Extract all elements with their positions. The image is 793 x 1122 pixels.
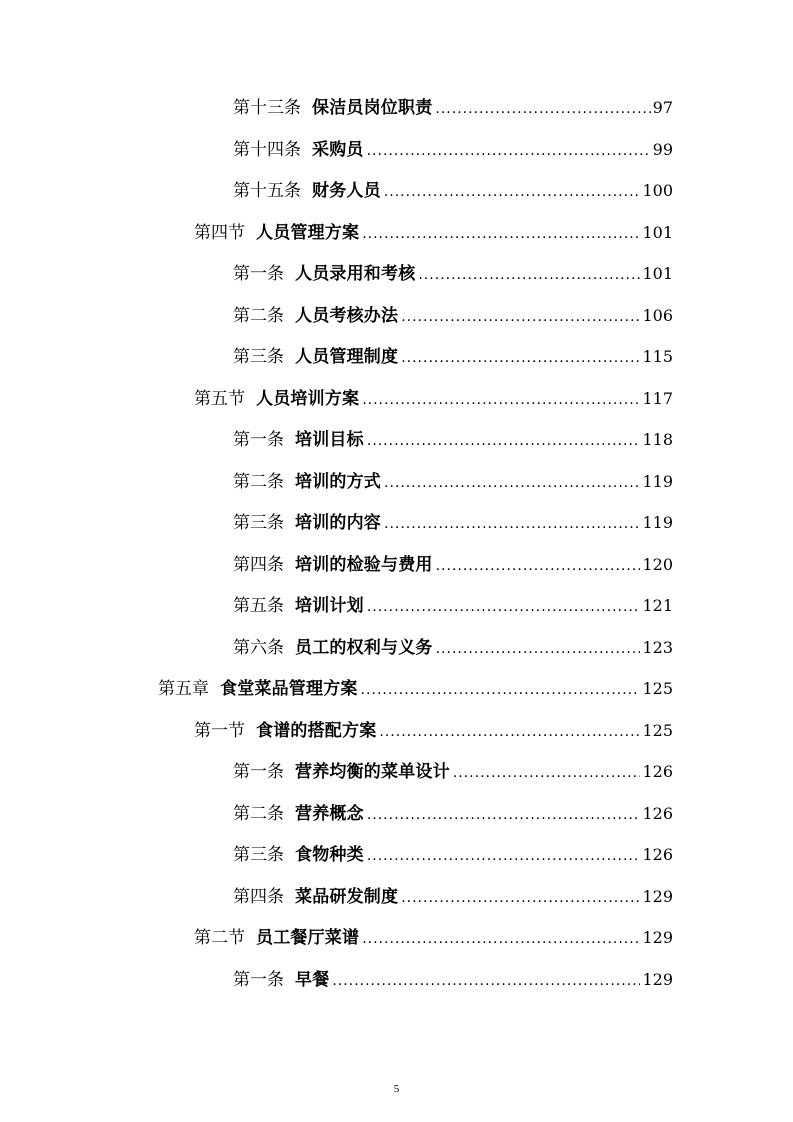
dot-leader [401,888,640,908]
toc-entry-title: 员工餐厅菜谱 [256,928,360,949]
toc-entry-number: 第二条 [233,471,284,492]
toc-entry-page: 125 [642,720,673,740]
toc-entry-article[interactable] [0,130,793,172]
toc-entry-line [233,430,673,451]
toc-entry-line [233,140,673,161]
toc-entry-title: 食物种类 [295,845,364,866]
dot-leader [362,390,640,410]
toc-entry-title: 人员考核办法 [295,305,399,326]
toc-entry-title: 员工的权利与义务 [295,637,433,658]
toc-entry-page: 97 [652,98,673,118]
toc-entry-title: 培训的内容 [295,513,381,534]
toc-entry-article[interactable] [0,960,793,1002]
toc-entry-title: 培训计划 [295,596,364,617]
dot-leader [453,763,641,783]
toc-entry-line [233,347,673,368]
toc-entry-line [194,928,673,949]
toc-entry-number: 第五条 [233,596,284,617]
toc-entry-line [233,555,673,576]
toc-entry-article[interactable] [0,752,793,794]
dot-leader [435,99,650,119]
toc-entry-section[interactable] [0,213,793,255]
toc-entry-title: 食谱的搭配方案 [256,720,377,741]
toc-entry-page: 129 [642,969,673,989]
toc-entry-page: 123 [642,637,673,657]
toc-entry-line [233,264,673,285]
toc-entry-title: 人员录用和考核 [295,264,416,285]
toc-entry-number: 第四条 [233,554,284,575]
toc-entry-section[interactable] [0,918,793,960]
toc-entry-article[interactable] [0,794,793,836]
toc-entry-title: 早餐 [295,969,330,990]
toc-entry-line [233,970,673,991]
toc-entry-line [233,513,673,534]
toc-entry-number: 第一节 [194,720,245,741]
toc-entry-title: 人员管理制度 [295,347,399,368]
dot-leader [436,639,641,659]
dot-leader [384,514,640,534]
table-of-contents [0,88,793,1001]
dot-leader [367,846,641,866]
toc-entry-line [233,596,673,617]
toc-entry-number: 第十三条 [233,98,301,119]
toc-entry-article[interactable] [0,420,793,462]
toc-entry-title: 保洁员岗位职责 [312,98,433,119]
toc-entry-line [233,472,673,493]
dot-leader [379,722,640,742]
toc-entry-title: 采购员 [312,139,364,160]
dot-leader [362,224,640,244]
dot-leader [362,929,640,949]
toc-entry-number: 第一条 [233,762,284,783]
toc-entry-article[interactable] [0,296,793,338]
toc-entry-article[interactable] [0,503,793,545]
toc-entry-line [233,181,673,202]
toc-entry-page: 117 [642,388,673,408]
dot-leader [367,431,641,451]
toc-entry-number: 第三条 [233,845,284,866]
toc-entry-page: 99 [652,139,673,159]
toc-entry-page: 129 [642,928,673,948]
toc-entry-page: 115 [642,347,673,367]
dot-leader [436,556,641,576]
toc-entry-page: 129 [642,886,673,906]
toc-entry-title: 培训的方式 [295,471,381,492]
toc-entry-article[interactable] [0,586,793,628]
toc-entry-article[interactable] [0,545,793,587]
toc-entry-page: 100 [642,181,673,201]
toc-entry-line [233,887,673,908]
toc-entry-line [233,804,673,825]
dot-leader [332,971,640,991]
toc-entry-page: 126 [642,762,673,782]
dot-leader [418,265,640,285]
toc-entry-title: 营养概念 [295,803,364,824]
toc-entry-page: 118 [642,430,673,450]
toc-entry-page: 120 [642,554,673,574]
toc-entry-title: 人员管理方案 [256,222,360,243]
dot-leader [367,805,641,825]
toc-entry-page: 119 [642,513,673,533]
dot-leader [367,141,651,161]
toc-entry-title: 培训目标 [295,430,364,451]
toc-entry-line [233,845,673,866]
toc-entry-section[interactable] [0,711,793,753]
toc-entry-line [233,762,673,783]
toc-entry-article[interactable] [0,337,793,379]
toc-entry-number: 第十四条 [233,139,301,160]
toc-entry-page: 126 [642,803,673,823]
toc-entry-line [233,98,673,119]
toc-entry-page: 101 [642,222,673,242]
toc-entry-title: 财务人员 [312,181,381,202]
toc-entry-page: 119 [642,471,673,491]
toc-entry-title: 培训的检验与费用 [295,554,433,575]
toc-entry-title: 菜品研发制度 [295,886,399,907]
toc-entry-page: 125 [642,679,673,699]
page-number: 5 [393,1083,400,1095]
toc-entry-article[interactable] [0,88,793,130]
toc-entry-number: 第一条 [233,264,284,285]
toc-entry-article[interactable] [0,462,793,504]
dot-leader [384,473,640,493]
dot-leader [361,680,641,700]
toc-entry-article[interactable] [0,628,793,670]
toc-entry-article[interactable] [0,835,793,877]
toc-entry-number: 第五章 [158,679,209,700]
toc-entry-title: 营养均衡的菜单设计 [295,762,450,783]
toc-entry-line [233,306,673,327]
toc-entry-number: 第二条 [233,305,284,326]
dot-leader [401,348,640,368]
toc-entry-line [194,721,673,742]
dot-leader [401,307,640,327]
toc-entry-number: 第二节 [194,928,245,949]
toc-entry-number: 第四节 [194,222,245,243]
toc-entry-line [158,679,673,700]
toc-entry-article[interactable] [0,877,793,919]
toc-entry-page: 106 [642,305,673,325]
toc-entry-line [233,638,673,659]
toc-entry-line [194,223,673,244]
toc-entry-line [194,389,673,410]
toc-entry-number: 第三条 [233,513,284,534]
toc-entry-page: 101 [642,264,673,284]
toc-entry-number: 第一条 [233,430,284,451]
toc-entry-page: 121 [642,596,673,616]
toc-entry-number: 第二条 [233,803,284,824]
toc-entry-number: 第十五条 [233,181,301,202]
toc-entry-number: 第三条 [233,347,284,368]
toc-entry-number: 第四条 [233,886,284,907]
toc-entry-number: 第一条 [233,969,284,990]
toc-entry-title: 人员培训方案 [256,388,360,409]
toc-entry-page: 126 [642,845,673,865]
toc-entry-section[interactable] [0,379,793,421]
toc-entry-number: 第五节 [194,388,245,409]
toc-entry-number: 第六条 [233,637,284,658]
toc-entry-chapter[interactable] [0,669,793,711]
toc-entry-article[interactable] [0,254,793,296]
toc-entry-title: 食堂菜品管理方案 [220,679,358,700]
dot-leader [384,182,641,202]
dot-leader [367,597,641,617]
toc-entry-article[interactable] [0,171,793,213]
